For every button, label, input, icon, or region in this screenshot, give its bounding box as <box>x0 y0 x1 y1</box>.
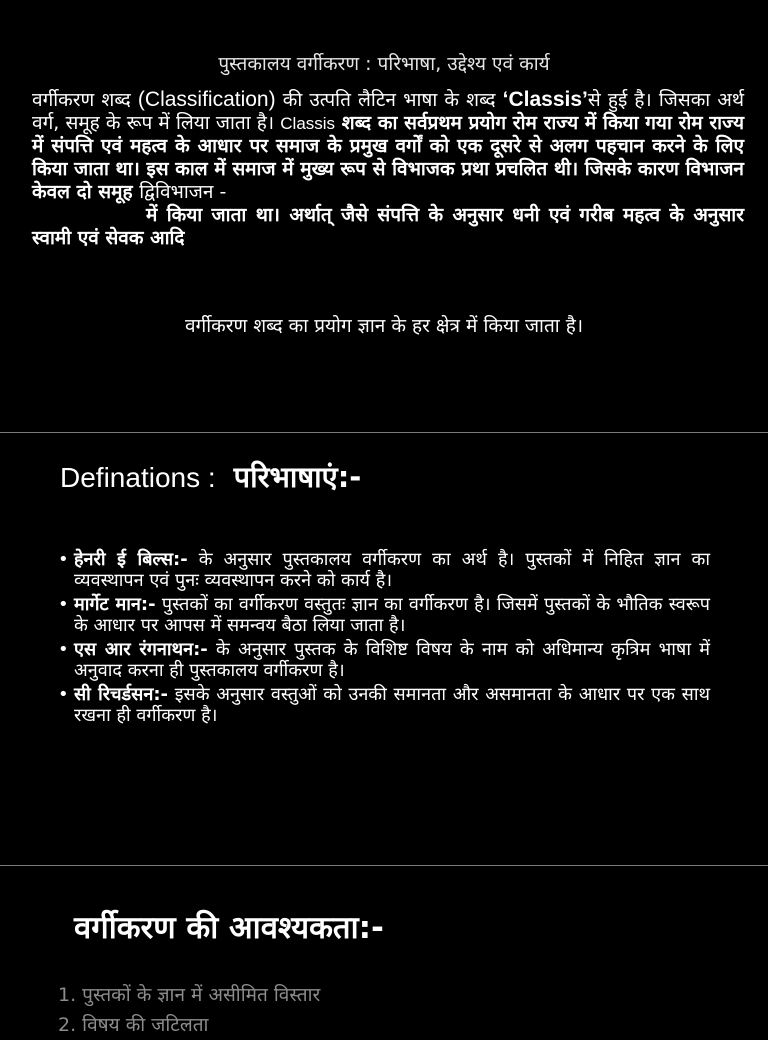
list-item <box>58 639 710 681</box>
para-latin-term: (Classification) <box>137 88 276 111</box>
para-text: वर्गीकरण शब्द <box>32 89 138 111</box>
bullet-icon: • <box>58 594 69 615</box>
definitions-list <box>58 549 710 729</box>
para-text: से हुई है। जिसका अर्थ वर्ग, समूह के रूप में लिया जाता है। <box>32 89 745 134</box>
list-item: 1. पुस्तकों के ज्ञान में असीमित विस्तार <box>58 984 321 1006</box>
definitions-heading <box>60 457 361 496</box>
para-text: में किया जाता था। अर्थात् जैसे संपत्ति के अनुसार धनी एवं गरीब महत्व के अनुसार स्वामी एवं सेवक आदि <box>32 204 744 249</box>
list-item <box>58 684 710 726</box>
definition-text: के अनुसार पुस्तकालय वर्गीकरण का अर्थ है। पुस्तकों में निहित ज्ञान का व्यवस्थापन एवं पुनः व्यवस्थापन करने को कार्य है। <box>74 549 711 591</box>
para-text: इस काल में समाज में मुख्य रूप से विभाजक प्रथा प्रचलित थी। जिसके कारण विभाजन केवल दो समूह <box>32 158 744 203</box>
para-small-text: द्विविभाजन - <box>139 181 227 203</box>
para-text: की उत्पति लैटिन भाषा के शब्द <box>275 89 503 111</box>
author-name: हेनरी ई बिल्स:- <box>74 549 188 570</box>
author-name: एस आर रंगनाथन:- <box>74 639 208 660</box>
author-name: मार्गेट मान:- <box>74 594 156 615</box>
definition-text: पुस्तकों का वर्गीकरण वस्तुतः ज्ञान का वर्गीकरण है। जिसमें पुस्तकों के भौतिक स्वरूप के आधार पर आपस में समन्वय बैठा लिया जाता है। <box>74 594 710 636</box>
para-text: शब्द का सर्वप्रथम प्रयोग रोम राज्य में किया गया रोम राज्य में संपत्ति एवं महत्व के आधार पर समाज के प्रमुख वर्गों को एक दूसरे से अलग पहचान करने के लिए किया जाता था। <box>32 112 744 180</box>
list-item: 2. विषय की जटिलता <box>58 1014 209 1036</box>
need-list <box>58 980 320 1040</box>
slide-intro <box>0 0 768 432</box>
heading-hindi: परिभाषाएं:- <box>233 460 362 494</box>
bullet-icon: • <box>58 684 69 705</box>
slide-need <box>0 866 768 1036</box>
slide-title: पुस्तकालय वर्गीकरण : परिभाषा, उद्देश्य एवं कार्य <box>218 53 550 75</box>
list-item <box>58 594 710 636</box>
definition-text: इसके अनुसार वस्तुओं को उनकी समानता और असमानता के आधार पर एक साथ रखना ही वर्गीकरण है। <box>74 684 710 726</box>
heading-english: Definations : <box>60 462 216 493</box>
need-heading: वर्गीकरण की आवश्यकता:- <box>74 910 384 946</box>
bullet-icon: • <box>58 639 69 660</box>
bullet-icon: • <box>58 549 69 570</box>
author-name: सी रिचर्डसन:- <box>74 684 168 705</box>
centered-statement: वर्गीकरण शब्द का प्रयोग ज्ञान के हर क्षेत्र में किया जाता है। <box>184 315 584 337</box>
definition-text: के अनुसार पुस्तक के विशिष्ट विषय के नाम को अधिमान्य कृत्रिम भाषा में अनुवाद करना ही पुस्तकालय वर्गीकरण है। <box>74 639 710 681</box>
para-quoted-term: ‘Classis’ <box>502 88 588 111</box>
slide-definitions <box>0 433 768 865</box>
list-item <box>58 549 710 591</box>
para-latin-term: Classis <box>280 114 336 133</box>
intro-paragraph <box>32 88 744 250</box>
